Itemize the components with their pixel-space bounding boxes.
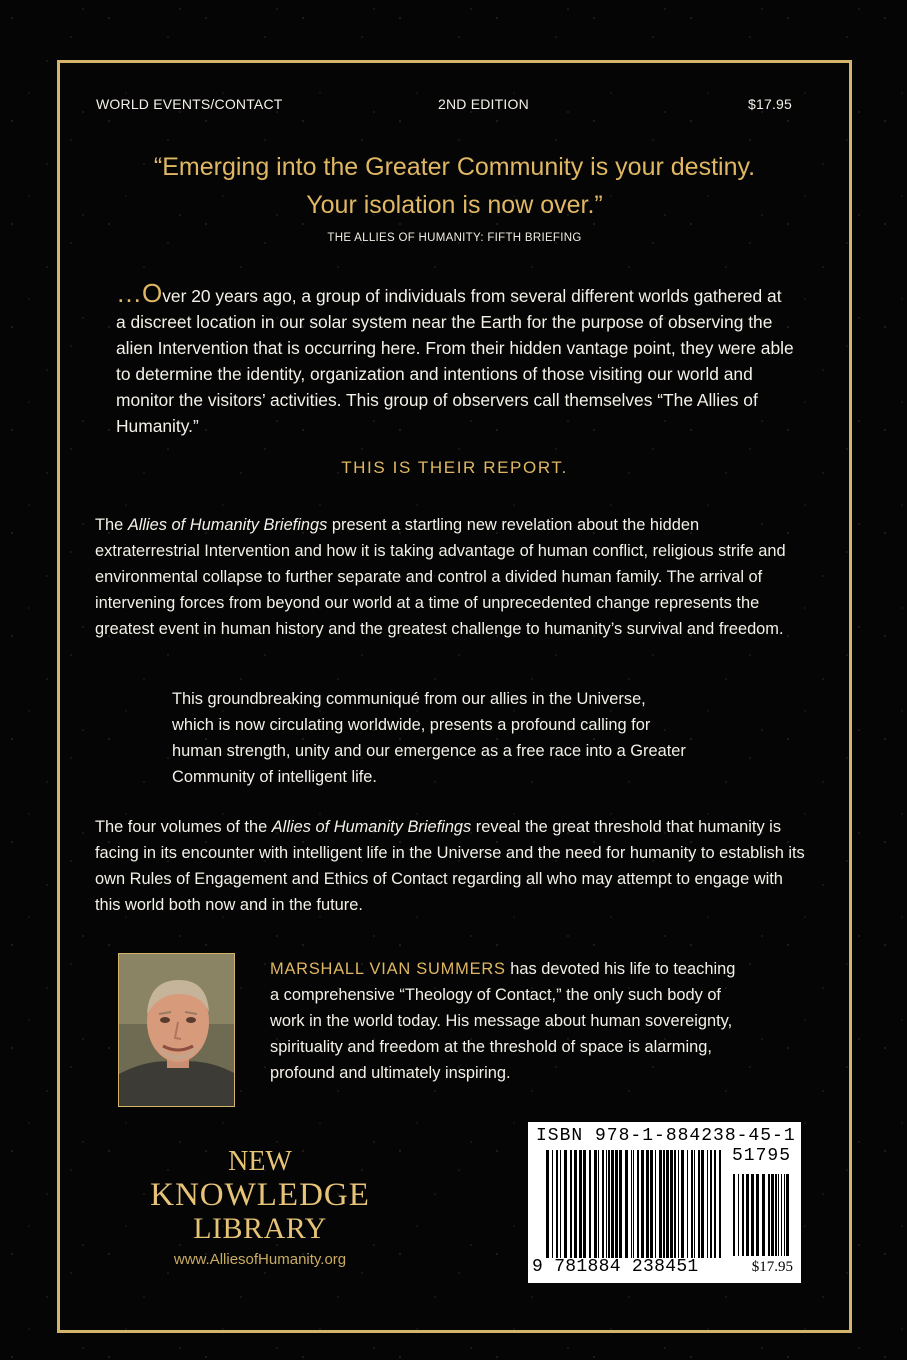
- quote-line-1: “Emerging into the Greater Community is your destiny.: [153, 153, 756, 181]
- p3-after: reveal the great threshold that humanity is facing in its encounter with intelligent life in the Universe and the need for humanity to establish its own Rules of Engagement and Ethics of Contact regarding all who may attempt to engage with this world both now and in the future.: [95, 818, 805, 914]
- p1-book-title: Allies of Humanity Briefings: [127, 516, 328, 534]
- isbn-label: ISBN 978-1-884238-45-1: [536, 1126, 796, 1146]
- publisher-logo-line-3: LIBRARY: [193, 1212, 327, 1245]
- cover-price: $17.95: [748, 96, 793, 112]
- p3-book-title: Allies of Humanity Briefings: [271, 818, 472, 836]
- intro-text: ver 20 years ago, a group of individuals from several different worlds gathered at a discreet location in our solar system near the Earth for the purpose of observing the alien Intervention that is occurring here. From their hidden vantage point, they were able to determine the identity, organization and intentions of those visiting our world and monitor the visitors’ activities. This group of observers call themselves “The Allies of Humanity.”: [116, 286, 794, 436]
- barcode-panel: [528, 1122, 801, 1283]
- category-label: WORLD EVENTS/CONTACT: [96, 96, 283, 112]
- author-portrait-graphic: [119, 954, 235, 1107]
- intro-dropcap: O: [142, 278, 163, 308]
- publisher-logo-line-2: KNOWLEDGE: [150, 1177, 370, 1213]
- quote-attribution: THE ALLIES OF HUMANITY: FIFTH BRIEFING: [327, 232, 582, 244]
- barcode-digits: 9 781884 238451: [532, 1257, 699, 1277]
- ean-barcode: [546, 1150, 721, 1258]
- intro-ellipsis: …: [116, 278, 142, 308]
- quote-line-2: Your isolation is now over.”: [306, 191, 603, 219]
- publisher-logo: [120, 1147, 400, 1268]
- description-paragraph-3: [95, 814, 807, 918]
- p3-before: The four volumes of the: [95, 818, 272, 836]
- author-name: MARSHALL VIAN SUMMERS: [270, 960, 506, 978]
- barcode-price-code: 51795: [731, 1146, 791, 1166]
- p1-before: The: [95, 516, 128, 534]
- description-paragraph-1: [95, 512, 807, 642]
- author-bio-text: has devoted his life to teaching a comprehensive “Theology of Contact,” the only such body of work in the world today. His message about human sovereignty, spirituality and freedom at the threshold of space is alarming, profound and ultimately inspiring.: [270, 960, 736, 1082]
- edition-label: 2ND EDITION: [438, 96, 529, 112]
- report-heading: THIS IS THEIR REPORT.: [341, 458, 568, 477]
- intro-paragraph: [116, 280, 796, 439]
- price-addon-barcode: [733, 1174, 791, 1256]
- author-bio: [270, 956, 740, 1086]
- barcode-price: $17.95: [751, 1259, 793, 1275]
- publisher-url: www.AlliesofHumanity.org: [173, 1251, 347, 1268]
- description-paragraph-2: This groundbreaking communiqué from our allies in the Universe, which is now circulating worldwide, presents a profound calling for human strength, unity and our emergence as a free race into a Greater Community of intelligent life.: [172, 690, 686, 786]
- p1-after: present a startling new revelation about the hidden extraterrestrial Intervention and how it is taking advantage of human conflict, religious strife and environmental collapse to further separate and control a divided human family. The arrival of intervening forces from beyond our world at a time of unprecedented change represents the greatest event in human history and the greatest challenge to humanity’s survival and freedom.: [95, 516, 786, 638]
- publisher-logo-line-1: NEW: [228, 1146, 292, 1177]
- author-photo: [118, 953, 235, 1107]
